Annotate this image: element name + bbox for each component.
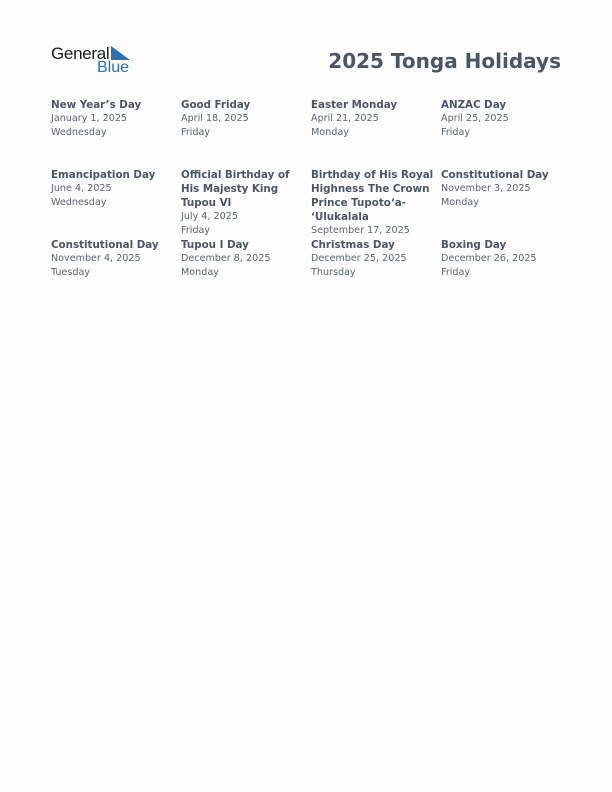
- holiday-item: [311, 168, 436, 238]
- holiday-name: Emancipation Day: [51, 169, 156, 181]
- holiday-date: April 25, 2025: [441, 113, 509, 124]
- holiday-date: April 18, 2025: [181, 113, 249, 124]
- holiday-name: Birthday of His Royal Highness The Crown Prince Tupotoʻa-ʻUlukalala: [311, 169, 434, 223]
- holiday-name: Christmas Day: [311, 239, 395, 251]
- holiday-name: Easter Monday: [311, 99, 398, 111]
- holiday-weekday: Monday: [311, 127, 349, 138]
- logo-word-general: General: [51, 44, 110, 63]
- holiday-item: [181, 168, 306, 238]
- holiday-weekday: Monday: [441, 197, 479, 208]
- generalblue-logo: [51, 44, 141, 78]
- holiday-weekday: Wednesday: [51, 127, 107, 138]
- holiday-item: [311, 98, 436, 140]
- holiday-item: [311, 238, 436, 280]
- holiday-item: [441, 98, 566, 140]
- holiday-item: [51, 168, 176, 210]
- logo-word-blue: Blue: [97, 59, 130, 76]
- holiday-date: July 4, 2025: [181, 211, 238, 222]
- holiday-date: June 4, 2025: [51, 183, 112, 194]
- holiday-name: New Year’s Day: [51, 99, 142, 111]
- holiday-weekday: Friday: [181, 127, 211, 138]
- page-title: 2025 Tonga Holidays: [328, 49, 561, 73]
- holiday-weekday: Thursday: [311, 267, 356, 278]
- holiday-item: [181, 98, 306, 140]
- holiday-date: December 25, 2025: [311, 253, 407, 264]
- holiday-date: November 3, 2025: [441, 183, 531, 194]
- holiday-name: Official Birthday of His Majesty King Tupou VI: [181, 169, 290, 209]
- holiday-weekday: Tuesday: [51, 267, 91, 278]
- holiday-item: [441, 168, 566, 210]
- holiday-date: January 1, 2025: [51, 113, 128, 124]
- holiday-item: [181, 238, 306, 280]
- holiday-date: December 26, 2025: [441, 253, 537, 264]
- holiday-weekday: Friday: [441, 267, 471, 278]
- holiday-name: ANZAC Day: [441, 99, 507, 111]
- holiday-item: [51, 238, 176, 280]
- holiday-date: September 17, 2025: [311, 225, 410, 236]
- holiday-name: Boxing Day: [441, 239, 507, 251]
- holiday-date: November 4, 2025: [51, 253, 141, 264]
- holiday-name: Tupou I Day: [181, 239, 249, 251]
- holiday-date: April 21, 2025: [311, 113, 379, 124]
- holiday-name: Constitutional Day: [51, 239, 159, 251]
- logo-triangle-icon: [111, 46, 130, 60]
- holiday-date: December 8, 2025: [181, 253, 271, 264]
- holiday-weekday: Monday: [181, 267, 219, 278]
- holiday-item: [441, 238, 566, 280]
- holiday-name: Constitutional Day: [441, 169, 549, 181]
- holiday-name: Good Friday: [181, 99, 251, 111]
- holiday-weekday: Wednesday: [51, 197, 107, 208]
- holiday-weekday: Friday: [181, 225, 211, 236]
- holiday-item: [51, 98, 176, 140]
- holiday-weekday: Friday: [441, 127, 471, 138]
